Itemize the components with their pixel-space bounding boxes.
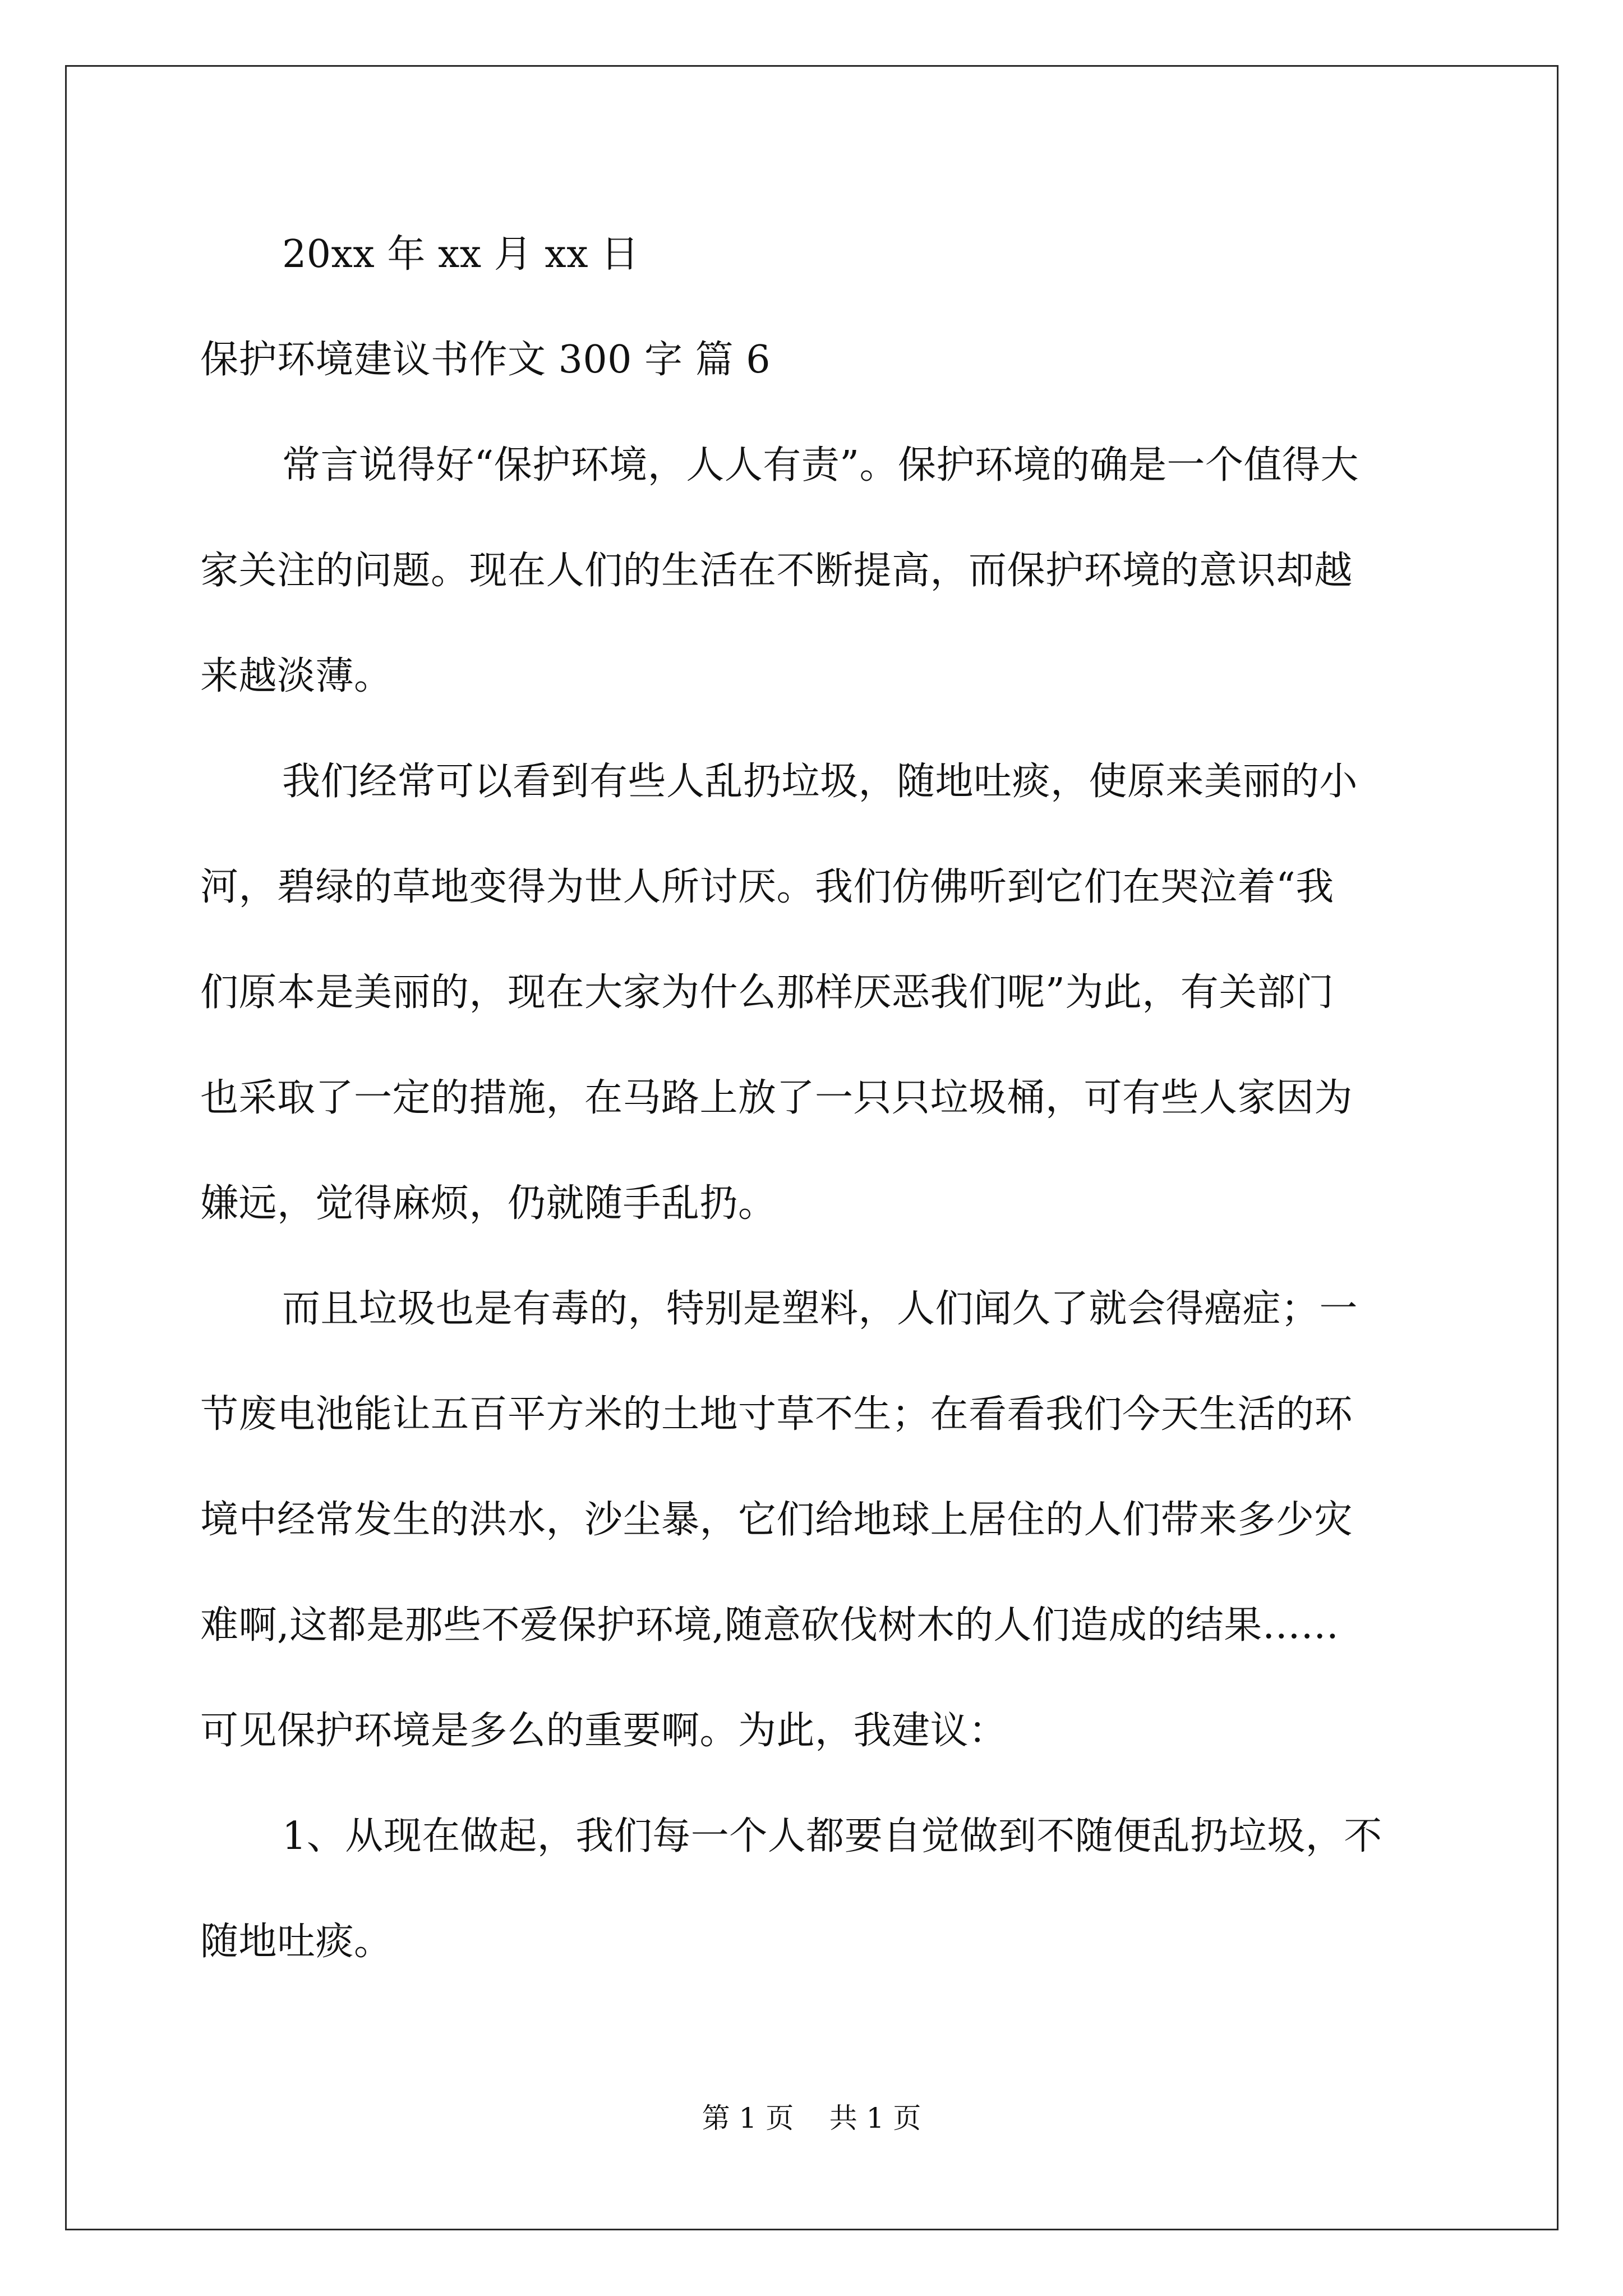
paragraph-3-line-4: 难啊,这都是那些不爱保护环境,随意砍伐树木的人们造成的结果…… xyxy=(200,1603,1339,1648)
paragraph-4-line-2: 随地吐痰。 xyxy=(200,1920,393,1964)
date-line: 20xx 年 xx 月 xx 日 xyxy=(282,232,639,277)
paragraph-1-line-2: 家关注的问题。现在人们的生活在不断提高，而保护环境的意识却越 xyxy=(200,549,1353,593)
document-body xyxy=(200,202,1434,1995)
document-heading: 保护环境建议书作文 300 字 篇 6 xyxy=(200,338,771,382)
paragraph-1-line-3: 来越淡薄。 xyxy=(200,654,393,698)
paragraph-3-line-2: 节废电池能让五百平方米的土地寸草不生；在看看我们今天生活的环 xyxy=(200,1392,1353,1437)
paragraph-2-line-4: 也采取了一定的措施，在马路上放了一只只垃圾桶，可有些人家因为 xyxy=(200,1076,1353,1120)
paragraph-2-line-1: 我们经常可以看到有些人乱扔垃圾，随地吐痰，使原来美丽的小 xyxy=(282,760,1358,804)
paragraph-1-line-1: 常言说得好“保护环境，人人有责”。保护环境的确是一个值得大 xyxy=(282,443,1359,487)
paragraph-2-line-2: 河，碧绿的草地变得为世人所讨厌。我们仿佛听到它们在哭泣着“我 xyxy=(200,865,1334,909)
paragraph-2-line-3: 们原本是美丽的，现在大家为什么那样厌恶我们呢”为此，有关部门 xyxy=(200,970,1334,1015)
paragraph-3-line-3: 境中经常发生的洪水，沙尘暴，它们给地球上居住的人们带来多少灾 xyxy=(200,1498,1353,1542)
paragraph-2-line-5: 嫌远，觉得麻烦，仍就随手乱扔。 xyxy=(200,1181,777,1226)
page-footer: 第 1 页 共 1 页 xyxy=(702,2102,921,2134)
paragraph-3-line-1: 而且垃圾也是有毒的，特别是塑料，人们闻久了就会得癌症；一 xyxy=(282,1287,1358,1331)
paragraph-4-line-1: 1、从现在做起，我们每一个人都要自觉做到不随便乱扔垃圾，不 xyxy=(282,1814,1382,1858)
paragraph-3-line-5: 可见保护环境是多么的重要啊。为此，我建议： xyxy=(200,1709,1007,1753)
